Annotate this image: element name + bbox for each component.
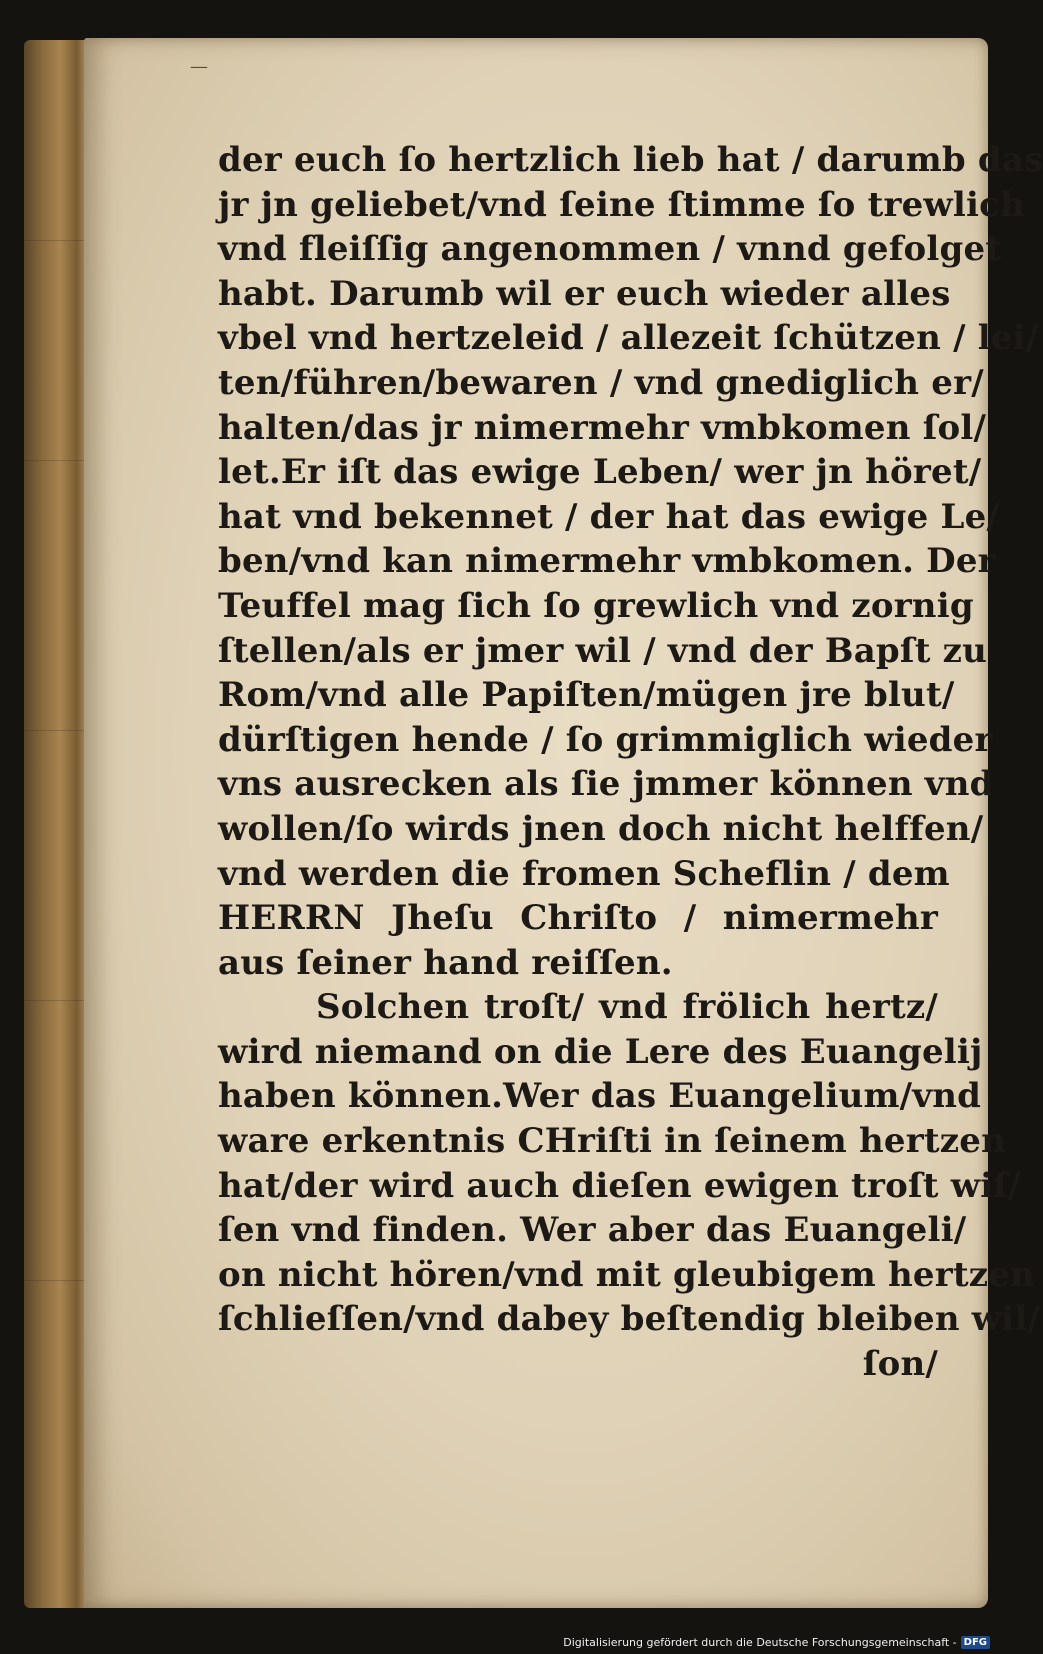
text-line-14: dürſtigen hende / ſo grimmiglich wieder xyxy=(218,719,993,760)
text-line-9: hat vnd bekennet / der hat das ewige Le/ xyxy=(218,496,1000,537)
text-line-19: aus ſeiner hand reiſſen. xyxy=(218,942,673,983)
text-line-20: Solchen troſt/ vnd frölich hertz/ xyxy=(316,987,938,1028)
text-line-17: vnd werden die fromen Scheflin / dem xyxy=(218,853,950,894)
text-line-4: habt. Darumb wil er euch wieder alles xyxy=(218,273,951,314)
credit-text: Digitalisierung gefördert durch die Deutsche Forschungsgemeinschaft - xyxy=(563,1635,957,1649)
text-line-25: ſen vnd finden. Wer aber das Euangeli/ xyxy=(218,1210,967,1251)
text-line-11: Teuffel mag ſich ſo grewlich vnd zornig xyxy=(218,585,974,626)
text-line-16: wollen/ſo wirds jnen doch nicht helffen/ xyxy=(218,808,984,849)
text-line-2: jr jn geliebet/vnd ſeine ſtimme ſo trewlich xyxy=(218,184,1025,225)
book-page xyxy=(84,38,1043,1608)
text-line-6: ten/führen/bewaren / vnd gnediglich er/ xyxy=(218,362,984,403)
text-line-13: Rom/vnd alle Papiſten/mügen jre blut/ xyxy=(218,675,955,716)
dfg-logo: DFG xyxy=(961,1636,990,1649)
text-line-21: wird niemand on die Lere des Euangelij xyxy=(218,1031,983,1072)
page-text-block xyxy=(218,138,1043,1387)
text-line-1: der euch ſo hertzlich lieb hat / darumb das xyxy=(218,140,1043,180)
text-line-3: vnd fleiſſig angenommen / vnnd gefolget xyxy=(218,229,1002,270)
text-line-23: ware erkentnis CHriſti in ſeinem hertzen xyxy=(218,1121,1006,1162)
text-line-24: hat/der wird auch dieſen ewigen troſt wiſ/ xyxy=(218,1165,1021,1206)
page-top-mark: — xyxy=(190,56,208,77)
text-line-7: halten/das jr nimermehr vmbkomen ſol/ xyxy=(218,407,987,448)
text-line-26: on nicht hören/vnd mit gleubigem hertzen xyxy=(218,1254,1036,1295)
text-line-8: let.Er iſt das ewige Leben/ wer jn höret/ xyxy=(218,452,982,493)
text-line-27: ſchlieſſen/vnd dabey beſtendig bleiben wil/ xyxy=(218,1299,1041,1340)
text-line-5: vbel vnd hertzeleid / allezeit ſchützen / lei/ xyxy=(218,318,1039,359)
text-line-12: ſtellen/als er jmer wil / vnd der Bapſt zu xyxy=(218,630,988,671)
book-page-edges xyxy=(24,40,90,1608)
catchword: ſon/ xyxy=(862,1344,938,1385)
text-line-10: ben/vnd kan nimermehr vmbkomen. Der xyxy=(218,541,996,582)
text-line-18: HERRN Jheſu Chriſto / nimermehr xyxy=(218,898,938,939)
text-line-22: haben können.Wer das Euangelium/vnd xyxy=(218,1076,982,1117)
digitization-credit xyxy=(563,1633,990,1651)
text-line-15: vns ausrecken als ſie jmmer können vnd xyxy=(218,764,994,805)
